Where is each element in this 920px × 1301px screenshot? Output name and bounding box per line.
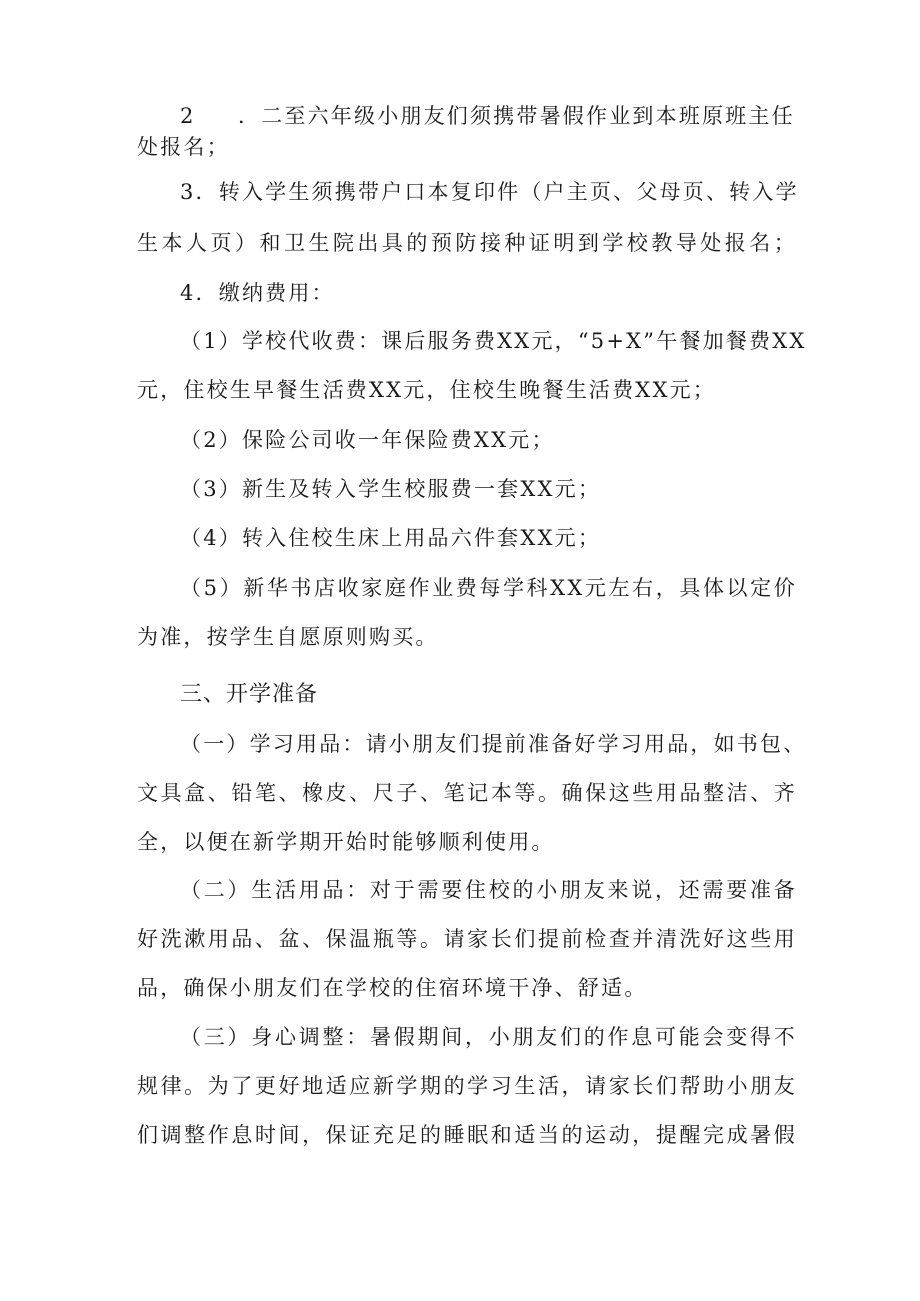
prep-2-line-2: 好洗漱用品、盆、保温瓶等。请家长们提前检查并清洗好这些用 xyxy=(137,927,797,951)
fee-4-line: （4）转入住校生床上用品六件套XX元； xyxy=(180,526,602,550)
item-3-line-1: 3．转入学生须携带户口本复印件（户主页、父母页、转入学 xyxy=(180,180,799,204)
prep-2-line-3: 品，确保小朋友们在学校的住宿环境干净、舒适。 xyxy=(137,976,648,1000)
fee-2-line: （2）保险公司收一年保险费XX元； xyxy=(180,428,555,452)
item-4-line-1: 4．缴纳费用： xyxy=(180,281,335,305)
prep-3-line-1: （三）身心调整：暑假期间，小朋友们的作息可能会变得不 xyxy=(180,1025,797,1049)
fee-3-line: （3）新生及转入学生校服费一套XX元； xyxy=(180,477,602,501)
item-2-number: 2 xyxy=(180,104,196,128)
prep-1-line-2: 文具盒、铅笔、橡皮、尺子、笔记本等。确保这些用品整洁、齐 xyxy=(137,781,797,805)
item-3-line-2: 生本人页）和卫生院出具的预防接种证明到学校教导处报名； xyxy=(137,231,797,255)
item-2-text: ．二至六年级小朋友们须携带暑假作业到本班原班主任 xyxy=(238,104,795,128)
prep-1-line-3: 全，以便在新学期开始时能够顺利使用。 xyxy=(137,830,555,854)
prep-1-line-1: （一）学习用品：请小朋友们提前准备好学习用品，如书包、 xyxy=(180,732,807,756)
section-3-title: 三、开学准备 xyxy=(180,682,319,707)
prep-3-line-3: 们调整作息时间，保证充足的睡眠和适当的运动，提醒完成暑假 xyxy=(137,1123,797,1147)
prep-3-line-2: 规律。为了更好地适应新学期的学习生活，请家长们帮助小朋友 xyxy=(137,1074,797,1098)
item-2-line-2: 处报名； xyxy=(137,135,230,159)
item-2-line-1 xyxy=(180,101,797,131)
fee-1-line-1: （1）学校代收费：课后服务费XX元，“5+X”午餐加餐费XX xyxy=(180,329,807,353)
fee-5-line-1: （5）新华书店收家庭作业费每学科XX元左右，具体以定价 xyxy=(180,576,797,600)
prep-2-line-1: （二）生活用品：对于需要住校的小朋友来说，还需要准备 xyxy=(180,878,797,902)
fee-5-line-2: 为准，按学生自愿原则购买。 xyxy=(137,625,439,649)
fee-1-line-2: 元，住校生早餐生活费XX元，住校生晚餐生活费XX元； xyxy=(137,378,716,402)
